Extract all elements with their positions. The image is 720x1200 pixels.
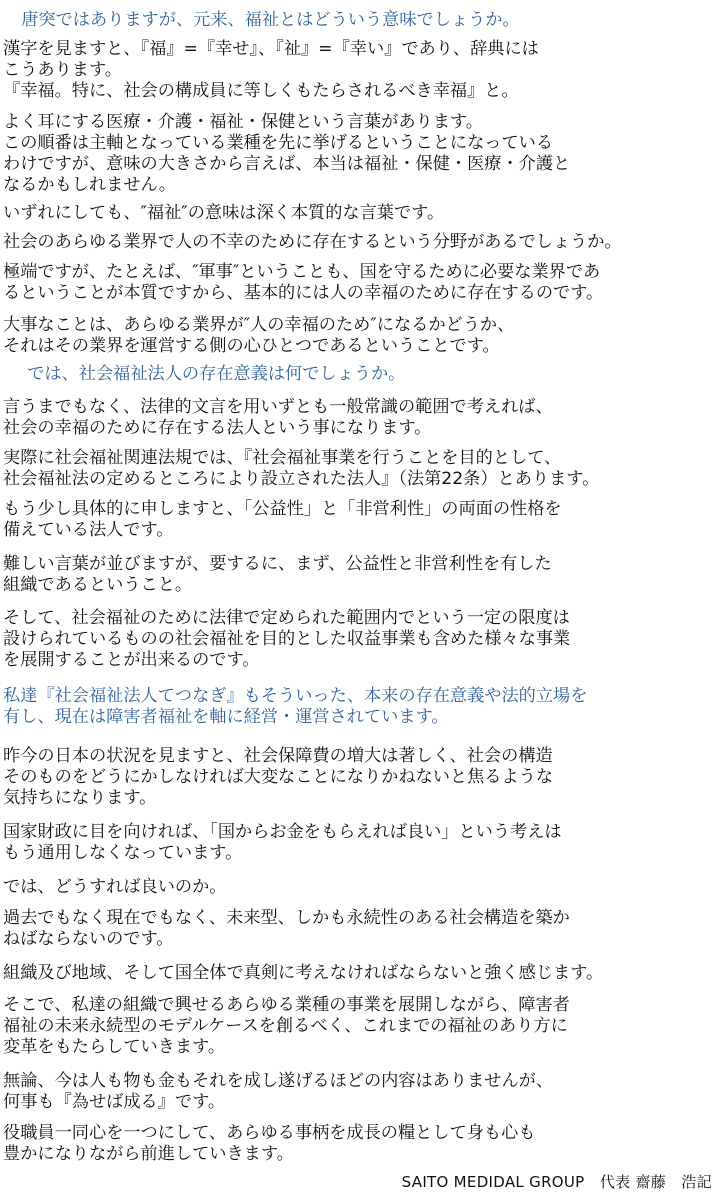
- paragraph-public-nonprofit: もう少し具体的に申しますと、「公益性」と「非営利性」の両面の性格を 備えている法人です。: [3, 499, 562, 540]
- paragraph-military-example: 極端ですが、たとえば、″軍事″ということも、国を守るために必要な業界であ るということが本質ですから、基本的には人の幸福のために存在するのです。: [3, 262, 604, 303]
- paragraph-move-forward: 役職員一同心を一つにして、あらゆる事柄を成長の糧として身も心も 豊かになりながら前進していきます。: [3, 1123, 536, 1164]
- paragraph-nase-ba-naru: 無論、今は人も物も金もそれを成し遂げるほどの内容はありませんが、 何事も『為せば成る』です。: [3, 1071, 554, 1112]
- paragraph-model-case: そこで、私達の組織で興せるあらゆる業種の事業を展開しながら、障害者 福祉の未来永続型のモデルケースを創るべく、これまでの福祉のあり方に 変革をもたらしていきます。: [3, 995, 570, 1057]
- paragraph-future-structure: 過去でもなく現在でもなく、未来型、しかも永続性のある社会構造を築か ねばならないのです。: [3, 908, 570, 949]
- paragraph-business-scope: そして、社会福祉のために法律で定められた範囲内でという一定の限度は 設けられているものの社会福祉を目的とした収益事業も含めた様々な事業 を展開することが出来るのです。: [3, 608, 571, 670]
- paragraph-important-thing: 大事なことは、あらゆる業界が″人の幸福のため″になるかどうか、 それはその業界を運営する側の心ひとつであるということです。: [3, 315, 515, 356]
- paragraph-tetsunagi: 私達『社会福祉法人てつなぎ』もそういった、本来の存在意義や法的立場を 有し、現在は障害者福祉を軸に経営・運営されています。: [3, 686, 588, 727]
- paragraph-kanji-meaning: 漢字を見ますと、『福』=『幸せ』、『祉』=『幸い』であり、辞典には こうあります。 『幸福。特に、社会の構成員に等しくもたらされるべき幸福』と。: [3, 39, 539, 101]
- signature: SAITO MEDIDAL GROUP 代表 齋藤 浩記: [401, 1173, 712, 1191]
- heading-purpose-of-corporation: では、社会福祉法人の存在意義は何でしょうか。: [10, 364, 406, 384]
- paragraph-industries: 社会のあらゆる業界で人の不幸のために存在するという分野があるでしょうか。: [3, 232, 622, 252]
- paragraph-welfare-meaning-deep: いずれにしても、″福祉″の意味は深く本質的な言葉です。: [3, 203, 445, 223]
- paragraph-legal-definition: 実際に社会福祉関連法規では、『社会福祉事業を行うことを目的として、 社会福祉法の定めるところにより設立された法人』（法第22条）とあります。: [3, 448, 600, 489]
- paragraph-what-to-do: では、どうすれば良いのか。: [3, 877, 227, 897]
- paragraph-think-seriously: 組織及び地域、そして国全体で真剣に考えなければならないと強く感じます。: [3, 963, 604, 983]
- paragraph-common-sense: 言うまでもなく、法律的文言を用いずとも一般常識の範囲で考えれば、 社会の幸福のために存在する法人という事になります。: [3, 397, 553, 438]
- paragraph-social-security: 昨今の日本の状況を見ますと、社会保障費の増大は著しく、社会の構造 そのものをどうにかしなければ大変なことになりかねないと焦るような 気持ちになります。: [3, 746, 554, 808]
- paragraph-difficult-words: 難しい言葉が並びますが、要するに、まず、公益性と非営利性を有した 組織であるということ。: [3, 554, 552, 595]
- paragraph-national-finance: 国家財政に目を向ければ、「国からお金をもらえれば良い」という考えは もう通用しなくなっています。: [3, 822, 562, 863]
- heading-meaning-of-welfare: 唐突ではありますが、元来、福祉とはどういう意味でしょうか。: [4, 10, 520, 30]
- paragraph-medical-care-order: よく耳にする医療・介護・福祉・保健という言葉があります。 この順番は主軸となっている業種を先に挙げるということになっている わけですが、意味の大きさから言えば、本当は福祉・保健・医療・介護と なるかもしれません。: [3, 112, 571, 195]
